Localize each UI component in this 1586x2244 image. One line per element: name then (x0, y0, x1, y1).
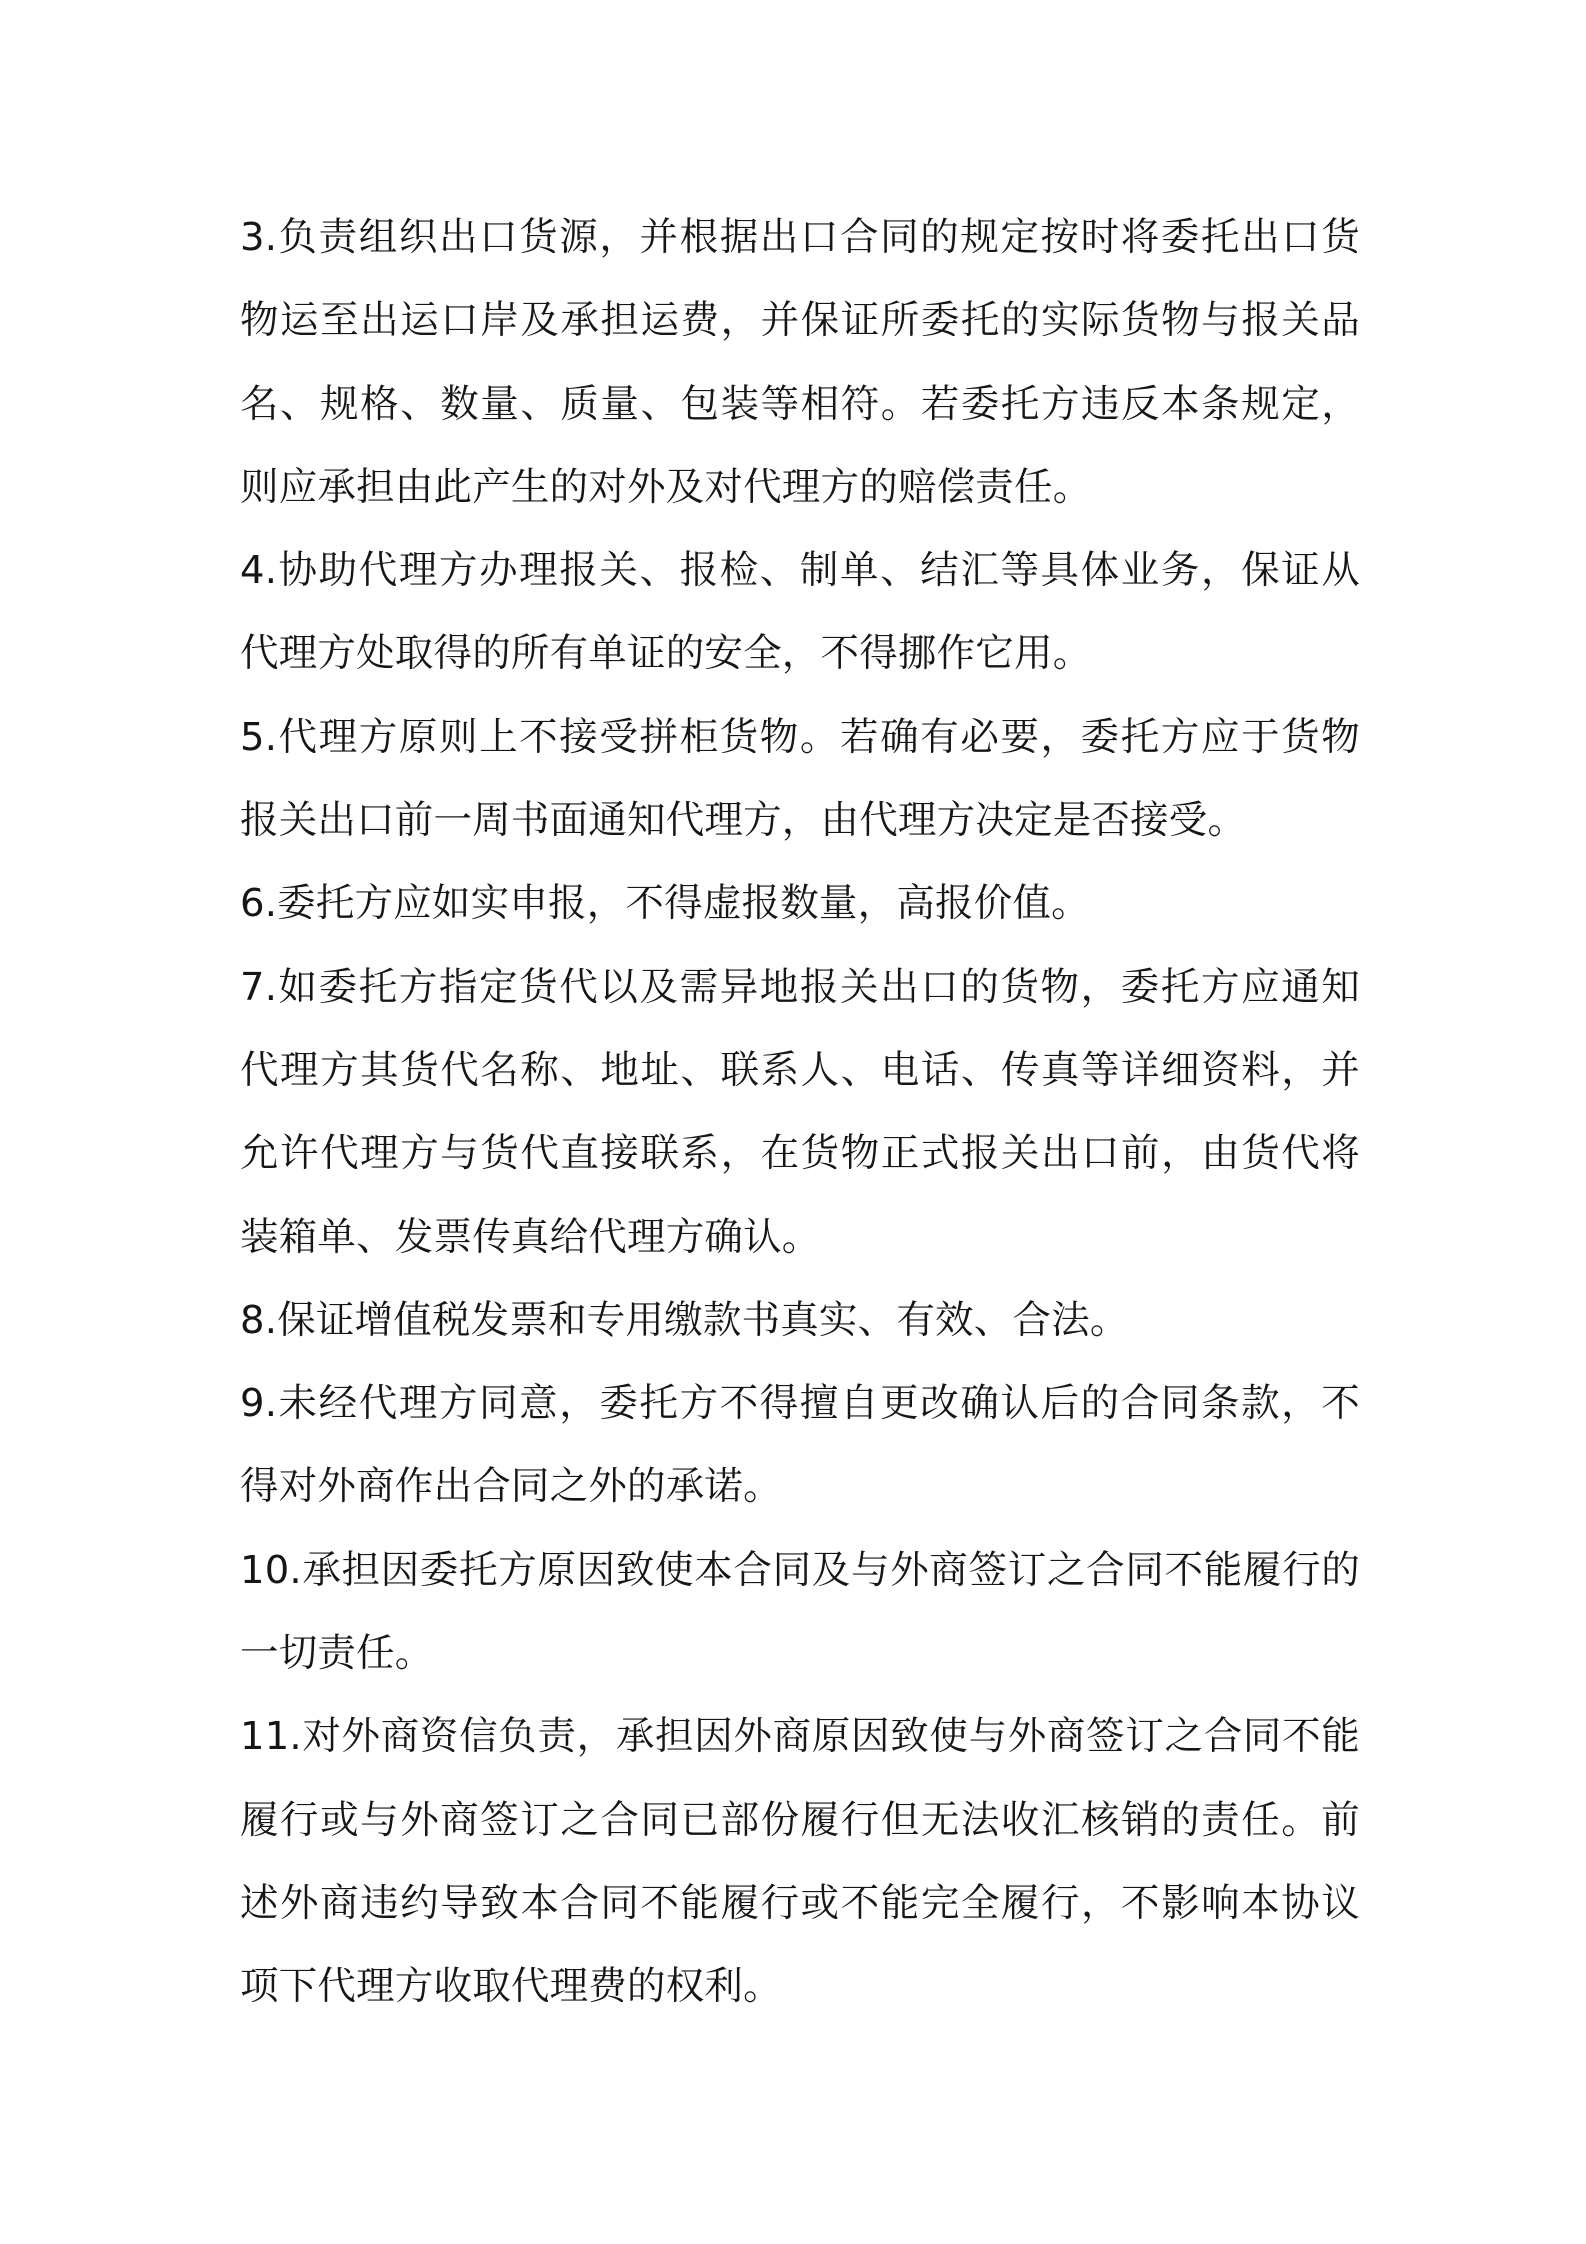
clause-6: 6.委托方应如实申报，不得虚报数量，高报价值。 (240, 881, 1090, 927)
clause-10: 10.承担因委托方原因致使本合同及与外商签订之合同不能履行的一切责任。 (240, 1547, 1360, 1677)
clause-11: 11.对外商资信负责，承担因外商原因致使与外商签订之合同不能履行或与外商签订之合同已部份履行但无法收汇核销的责任。前述外商违约导致本合同不能履行或不能完全履行，不影响本协议项下代理方收取代理费的权利。 (240, 1714, 1360, 2010)
clause-8: 8.保证增值税发票和专用缴款书真实、有效、合法。 (240, 1297, 1129, 1343)
clause-3: 3.负责组织出口货源，并根据出口合同的规定按时将委托出口货物运至出运口岸及承担运费，并保证所委托的实际货物与报关品名、规格、数量、质量、包装等相符。若委托方违反本条规定，则应承担由此产生的对外及对代理方的赔偿责任。 (240, 215, 1360, 510)
clause-4: 4.协助代理方办理报关、报检、制单、结汇等具体业务，保证从代理方处取得的所有单证的安全，不得挪作它用。 (240, 548, 1360, 677)
clause-5: 5.代理方原则上不接受拼柜货物。若确有必要，委托方应于货物报关出口前一周书面通知代理方，由代理方决定是否接受。 (240, 714, 1360, 844)
clause-9: 9.未经代理方同意，委托方不得擅自更改确认后的合同条款，不得对外商作出合同之外的承诺。 (240, 1381, 1360, 1510)
clause-7: 7.如委托方指定货代以及需异地报关出口的货物，委托方应通知代理方其货代名称、地址、联系人、电话、传真等详细资料，并允许代理方与货代直接联系，在货物正式报关出口前，由货代将装箱单、发票传真给代理方确认。 (240, 964, 1360, 1260)
document-body (240, 196, 1360, 2029)
